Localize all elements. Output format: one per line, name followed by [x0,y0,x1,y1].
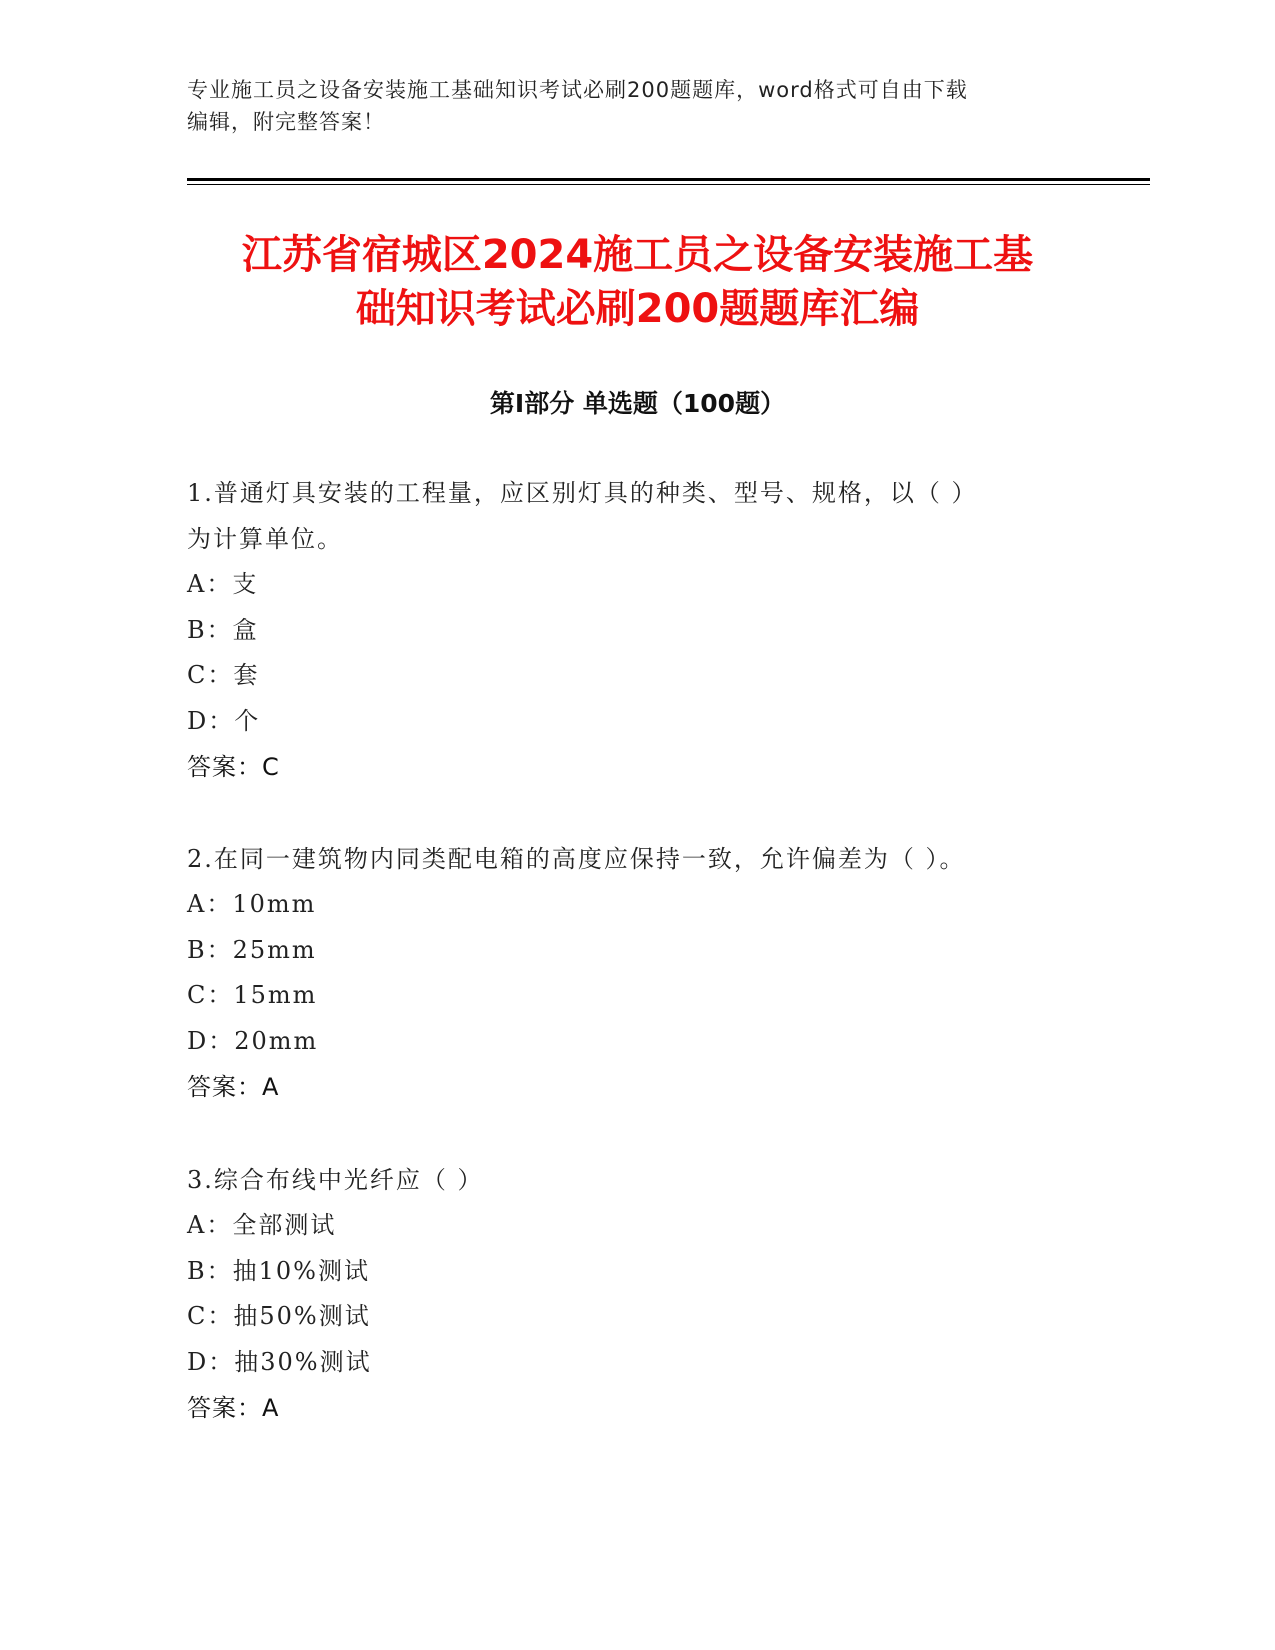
question-3 [187,1157,1087,1431]
option-d: D：抽30%测试 [187,1347,372,1376]
option-b: B：盒 [187,615,259,644]
header-note-line-2: 编辑，附完整答案！ [187,110,385,134]
document-title-line-2: 础知识考试必刷200题题库汇编 [355,286,920,332]
option-c: C：套 [187,661,260,689]
header-note-line-1: 专业施工员之设备安装施工基础知识考试必刷200题题库，word格式可自由下载 [187,78,968,102]
option-b: B：抽10%测试 [187,1256,370,1285]
option-d: D：个 [187,706,261,735]
question-1 [187,470,1087,790]
option-a: A：支 [187,570,259,598]
option-a: A：10mm [187,890,317,918]
option-b: B：25mm [187,935,317,964]
question-stem: 1.普通灯具安装的工程量，应区别灯具的种类、型号、规格，以（ ） [187,479,978,507]
option-a: A：全部测试 [187,1211,337,1239]
document-title-line-1: 江苏省宿城区2024施工员之设备安装施工基 [241,232,1034,278]
question-stem: 2.在同一建筑物内同类配电箱的高度应保持一致，允许偏差为（ ）。 [187,845,966,873]
question-stem-continued: 为计算单位。 [187,525,343,553]
header-note [187,74,1087,138]
document-title [150,228,1125,336]
option-c: C：抽50%测试 [187,1302,371,1330]
option-d: D：20mm [187,1026,319,1055]
answer: 答案：A [187,1073,280,1101]
header-rule-thin [187,184,1150,185]
question-2 [187,836,1087,1110]
answer: 答案：A [187,1394,280,1422]
section-title: 第Ⅰ部分 单选题（100题） [489,389,786,418]
answer: 答案：C [187,753,280,781]
option-c: C：15mm [187,981,318,1009]
question-stem: 3.综合布线中光纤应（ ） [187,1166,484,1194]
header-rule-thick [187,178,1150,181]
